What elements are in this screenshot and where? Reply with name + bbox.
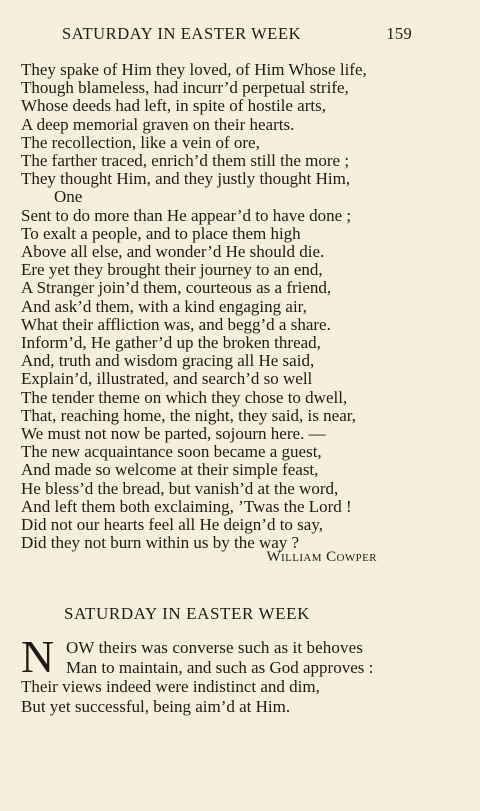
poem-line: Though blameless, had incurr’d perpetual strife,: [21, 78, 349, 98]
poem-line: They thought Him, and they justly thought Him,: [21, 169, 351, 189]
poem-line: Man to maintain, and such as God approves :: [66, 657, 374, 677]
poem-line: Whose deeds had left, in spite of hostile arts,: [21, 96, 326, 116]
poem-line: But yet successful, being aim’d at Him.: [21, 696, 291, 716]
poem-line: Above all else, and wonder’d He should die.: [21, 242, 325, 262]
poem-line-turnover: One: [54, 187, 83, 207]
poem-line: Inform’d, He gather’d up the broken thread,: [21, 333, 321, 353]
second-poem: [21, 631, 461, 716]
poem-line: That, reaching home, the night, they said, is near,: [21, 405, 356, 425]
poem-line: And left them both exclaiming, ’Twas the Lord !: [21, 496, 352, 516]
poem-line: A Stranger join’d them, courteous as a friend,: [21, 278, 332, 298]
poem-body: [21, 61, 461, 552]
drop-cap: N: [21, 631, 55, 682]
poem-attribution: William Cowper: [266, 549, 377, 565]
poem-line: Did not our hearts feel all He deign’d to say,: [21, 515, 323, 535]
poem-line: Their views indeed were indistinct and dim,: [21, 677, 320, 696]
poem-line: The new acquaintance soon became a guest,: [21, 442, 322, 462]
poem-line: What their affliction was, and begg’d a share.: [21, 314, 331, 334]
poem-line: And, truth and wisdom gracing all He said,: [21, 351, 315, 371]
poem-line: The recollection, like a vein of ore,: [21, 132, 260, 152]
running-head: [62, 24, 412, 44]
poem-line: We must not now be parted, sojourn here. —: [21, 424, 326, 444]
poem-line: Did they not burn within us by the way ?: [21, 533, 300, 553]
poem-line: To exalt a people, and to place them high: [21, 223, 301, 243]
poem-line: And ask’d them, with a kind engaging air,: [21, 296, 307, 316]
drop-cap-block: [21, 631, 461, 682]
poem-line: Sent to do more than He appear’d to have done ;: [21, 205, 352, 225]
poem-line: A deep memorial graven on their hearts.: [21, 114, 295, 134]
poem-line: And made so welcome at their simple feast,: [21, 460, 319, 480]
poem-line: The farther traced, enrich’d them still the more ;: [21, 151, 350, 171]
poem-line: Ere yet they brought their journey to an end,: [21, 260, 323, 280]
poem-line: The tender theme on which they chose to dwell,: [21, 387, 348, 407]
poem-line: Explain’d, illustrated, and search’d so well: [21, 369, 313, 389]
section-title: SATURDAY IN EASTER WEEK: [64, 604, 310, 623]
page-number: 159: [386, 24, 412, 43]
poem-line: OW theirs was converse such as it behoves: [66, 638, 363, 657]
poem-line: He bless’d the bread, but vanish’d at the word,: [21, 478, 339, 498]
running-head-title: SATURDAY IN EASTER WEEK: [62, 24, 302, 43]
poem-line: They spake of Him they loved, of Him Whose life,: [21, 60, 367, 79]
